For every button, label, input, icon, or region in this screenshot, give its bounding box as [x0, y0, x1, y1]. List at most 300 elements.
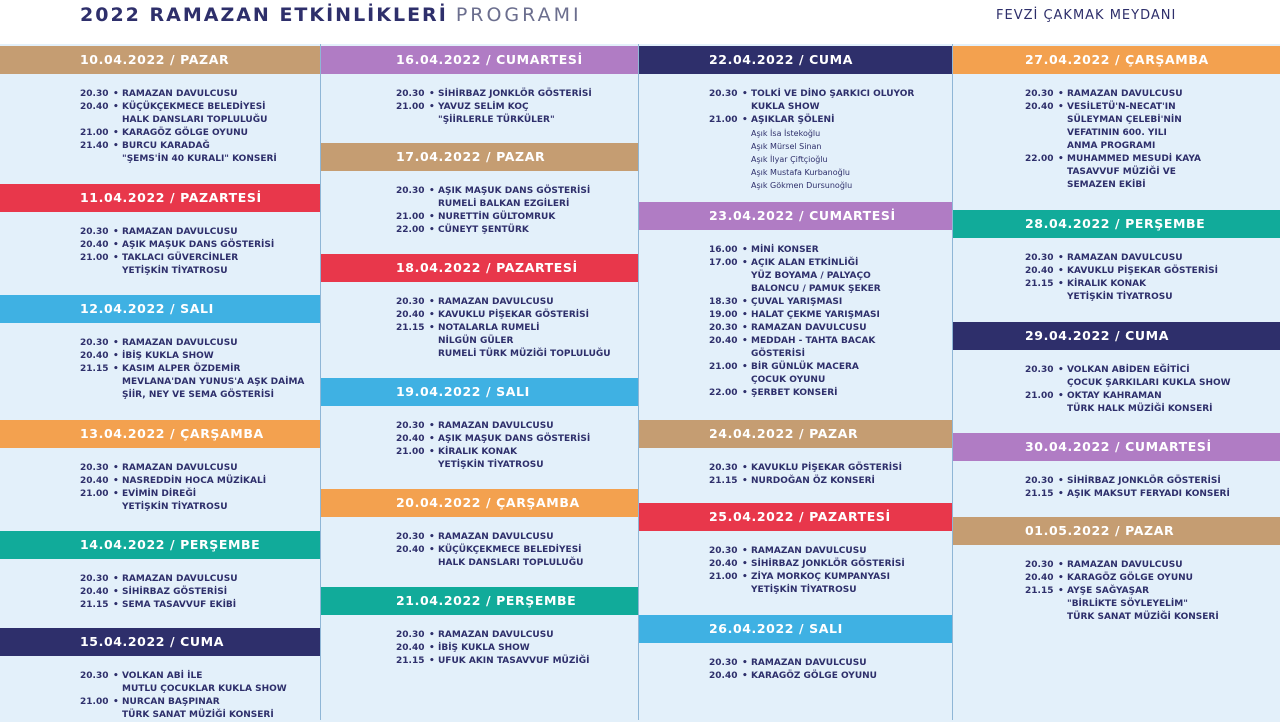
- event-time: 20.40: [396, 545, 425, 555]
- event-description: Aşık İsa İstekoğlu: [751, 129, 821, 138]
- event-description: VESİLETÜ'N-NECAT'IN SÜLEYMAN ÇELEBİ'NİN VEFATININ 600. YILI ANMA PROGRAMI: [1067, 102, 1182, 151]
- day-header: 25.04.2022 / PAZARTESİ: [639, 503, 952, 531]
- event-item: [1025, 585, 1219, 624]
- bullet-icon: •: [1058, 253, 1064, 263]
- event-item: [709, 571, 905, 597]
- event-description: UFUK AKIN TASAVVUF MÜZİĞİ: [438, 656, 590, 666]
- event-description: İBİŞ KUKLA SHOW: [122, 351, 214, 361]
- event-item: [396, 642, 589, 655]
- event-item: [396, 629, 589, 642]
- event-description: Aşık Gökmen Dursunoğlu: [751, 181, 853, 190]
- event-description: RAMAZAN DAVULCUSU: [122, 463, 238, 473]
- event-list: [80, 670, 287, 722]
- bullet-icon: •: [429, 656, 435, 666]
- bullet-icon: •: [429, 225, 435, 235]
- event-list: [709, 88, 914, 192]
- bullet-icon: •: [742, 323, 748, 333]
- bullet-icon: •: [1058, 391, 1064, 401]
- event-time: 21.00: [709, 362, 738, 372]
- event-description: KİRALIK KONAK YETİŞKİN TİYATROSU: [1067, 279, 1173, 302]
- bullet-icon: •: [742, 546, 748, 556]
- bullet-icon: •: [742, 115, 748, 125]
- event-item: [80, 88, 277, 101]
- event-time: 21.15: [1025, 279, 1054, 289]
- bullet-icon: •: [1058, 489, 1064, 499]
- bullet-icon: •: [113, 489, 119, 499]
- event-list: [80, 573, 238, 612]
- event-item: [1025, 572, 1219, 585]
- bullet-icon: •: [113, 240, 119, 250]
- event-item: [1025, 265, 1218, 278]
- event-time: 21.00: [1025, 391, 1054, 401]
- event-description: RAMAZAN DAVULCUSU: [1067, 89, 1183, 99]
- event-description: BİR GÜNLÜK MACERA ÇOCUK OYUNU: [751, 362, 859, 385]
- event-time: 20.40: [396, 310, 425, 320]
- day-header: 20.04.2022 / ÇARŞAMBA: [321, 489, 638, 517]
- bullet-icon: •: [429, 643, 435, 653]
- bullet-icon: •: [742, 258, 748, 268]
- event-description: AŞIK MAŞUK DANS GÖSTERİSİ: [438, 434, 591, 444]
- event-item: [1025, 153, 1201, 192]
- event-list: [80, 226, 274, 278]
- event-item: [709, 114, 914, 127]
- title-bold: 2022 RAMAZAN ETKİNLİKLERİ: [80, 4, 448, 26]
- event-item: [396, 544, 583, 570]
- event-list: [709, 462, 902, 488]
- event-time: 21.15: [1025, 586, 1054, 596]
- event-time: [709, 153, 742, 166]
- bullet-icon: •: [113, 253, 119, 263]
- event-description: RAMAZAN DAVULCUSU: [438, 532, 554, 542]
- bullet-icon: •: [742, 388, 748, 398]
- event-description: NOTALARLA RUMELİ NİLGÜN GÜLER RUMELİ TÜRK MÜZİĞİ TOPLULUĞU: [438, 323, 611, 359]
- event-description: RAMAZAN DAVULCUSU: [122, 338, 238, 348]
- bullet-icon: •: [113, 463, 119, 473]
- event-item: [396, 224, 590, 237]
- bullet-icon: •: [742, 476, 748, 486]
- bullet-icon: •: [429, 89, 435, 99]
- event-item: [709, 475, 902, 488]
- event-list: [1025, 475, 1230, 501]
- event-item: [1025, 559, 1219, 572]
- event-item: [396, 88, 592, 101]
- bullet-icon: •: [113, 697, 119, 707]
- event-item: [80, 599, 238, 612]
- event-description: AŞIKLAR ŞÖLENİ: [751, 115, 835, 125]
- event-description: EVİMİN DİREĞİ YETİŞKİN TİYATROSU: [122, 489, 228, 512]
- event-description: AYŞE SAĞYAŞAR "BİRLİKTE SÖYLEYELİM" TÜRK SANAT MÜZİĞİ KONSERİ: [1067, 586, 1219, 622]
- event-list: [1025, 559, 1219, 624]
- event-time: 20.30: [80, 227, 109, 237]
- event-time: 20.30: [80, 338, 109, 348]
- event-list: [396, 420, 590, 472]
- event-item: [709, 387, 881, 400]
- bullet-icon: •: [429, 323, 435, 333]
- event-time: 21.00: [396, 447, 425, 457]
- event-description: SEMA TASAVVUF EKİBİ: [122, 600, 237, 610]
- event-item: [396, 433, 590, 446]
- event-time: 17.00: [709, 258, 738, 268]
- event-time: 20.40: [709, 336, 738, 346]
- event-description: AŞIK MAKSUT FERYADI KONSERİ: [1067, 489, 1230, 499]
- event-item: [80, 350, 304, 363]
- event-time: [709, 179, 742, 192]
- event-item: [1025, 364, 1231, 390]
- event-description: KÜÇÜKÇEKMECE BELEDİYESİ HALK DANSLARI TOPLULUĞU: [438, 545, 584, 568]
- event-description: OKTAY KAHRAMAN TÜRK HALK MÜZİĞİ KONSERİ: [1067, 391, 1213, 414]
- event-time: 20.40: [1025, 266, 1054, 276]
- bullet-icon: •: [429, 212, 435, 222]
- bullet-icon: •: [113, 141, 119, 151]
- event-time: 20.30: [1025, 365, 1054, 375]
- event-list: [709, 545, 905, 597]
- bullet-icon: •: [113, 128, 119, 138]
- bullet-icon: •: [1058, 476, 1064, 486]
- event-time: 21.15: [396, 323, 425, 333]
- day-header: 18.04.2022 / PAZARTESİ: [321, 254, 638, 282]
- event-description: KARAGÖZ GÖLGE OYUNU: [122, 128, 248, 138]
- day-header: 17.04.2022 / PAZAR: [321, 143, 638, 171]
- event-item: [80, 226, 274, 239]
- bullet-icon: •: [1058, 560, 1064, 570]
- event-time: 22.00: [396, 225, 425, 235]
- bullet-icon: [742, 166, 751, 179]
- event-item: [80, 586, 238, 599]
- event-time: 21.15: [1025, 489, 1054, 499]
- event-time: 20.40: [1025, 102, 1054, 112]
- event-description: RAMAZAN DAVULCUSU: [122, 89, 238, 99]
- event-description: RAMAZAN DAVULCUSU: [438, 630, 554, 640]
- event-time: 20.30: [709, 658, 738, 668]
- event-list: [80, 462, 266, 514]
- event-list: [396, 629, 589, 668]
- bullet-icon: •: [113, 574, 119, 584]
- page-title: [80, 4, 582, 26]
- event-description: SİHİRBAZ JONKLÖR GÖSTERİSİ: [751, 559, 905, 569]
- event-time: 20.30: [709, 89, 738, 99]
- event-description: NURCAN BAŞPINAR TÜRK SANAT MÜZİĞİ KONSERİ: [122, 697, 274, 720]
- event-description: RAMAZAN DAVULCUSU: [122, 574, 238, 584]
- event-list: [396, 185, 590, 237]
- event-time: 21.15: [396, 656, 425, 666]
- event-time: [709, 140, 742, 153]
- event-time: 20.30: [1025, 476, 1054, 486]
- bullet-icon: •: [742, 362, 748, 372]
- bullet-icon: •: [113, 227, 119, 237]
- event-item: [1025, 278, 1218, 304]
- day-header: 28.04.2022 / PERŞEMBE: [953, 210, 1280, 238]
- event-description: İBİŞ KUKLA SHOW: [438, 643, 530, 653]
- day-header: 29.04.2022 / CUMA: [953, 322, 1280, 350]
- event-time: 20.30: [396, 421, 425, 431]
- event-time: 20.40: [396, 643, 425, 653]
- bullet-icon: [742, 179, 751, 192]
- event-item: [1025, 488, 1230, 501]
- event-item: [709, 296, 881, 309]
- bullet-icon: •: [429, 447, 435, 457]
- event-description: TAKLACI GÜVERCİNLER YETİŞKİN TİYATROSU: [122, 253, 239, 276]
- event-item: [396, 322, 611, 361]
- event-time: 21.15: [709, 476, 738, 486]
- event-item: [80, 475, 266, 488]
- event-description: AŞIK MAŞUK DANS GÖSTERİSİ RUMELİ BALKAN EZGİLERİ: [438, 186, 591, 209]
- event-description: AÇIK ALAN ETKİNLİĞİ YÜZ BOYAMA / PALYAÇO BALONCU / PAMUK ŞEKER: [751, 258, 881, 294]
- bullet-icon: •: [1058, 154, 1064, 164]
- event-time: 22.00: [709, 388, 738, 398]
- event-list: [80, 88, 277, 166]
- event-time: 22.00: [1025, 154, 1054, 164]
- event-item: [80, 696, 287, 722]
- event-time: 20.30: [80, 671, 109, 681]
- event-item: [80, 140, 277, 166]
- event-item: [709, 335, 881, 361]
- event-description: HALAT ÇEKME YARIŞMASI: [751, 310, 880, 320]
- event-description: YAVUZ SELİM KOÇ "ŞİİRLERLE TÜRKÜLER": [438, 102, 555, 125]
- day-header: 15.04.2022 / CUMA: [0, 628, 320, 656]
- event-time: [709, 127, 742, 140]
- event-description: NURDOĞAN ÖZ KONSERİ: [751, 476, 875, 486]
- event-item: [709, 322, 881, 335]
- event-description: KAVUKLU PİŞEKAR GÖSTERİSİ: [751, 463, 902, 473]
- day-header: 01.05.2022 / PAZAR: [953, 517, 1280, 545]
- event-time: 20.40: [80, 351, 109, 361]
- event-description: ŞERBET KONSERİ: [751, 388, 838, 398]
- day-header: 19.04.2022 / SALI: [321, 378, 638, 406]
- column-divider: [952, 44, 953, 720]
- event-list: [396, 88, 592, 127]
- bullet-icon: •: [113, 671, 119, 681]
- event-description: NASREDDİN HOCA MÜZİKALİ: [122, 476, 267, 486]
- event-item: [709, 462, 902, 475]
- event-item: [709, 558, 905, 571]
- event-item: [80, 101, 277, 127]
- event-description: ÇUVAL YARIŞMASI: [751, 297, 843, 307]
- event-description: RAMAZAN DAVULCUSU: [122, 227, 238, 237]
- event-item: [709, 361, 881, 387]
- event-item: [709, 309, 881, 322]
- bullet-icon: •: [113, 338, 119, 348]
- event-description: RAMAZAN DAVULCUSU: [751, 323, 867, 333]
- day-header: 30.04.2022 / CUMARTESİ: [953, 433, 1280, 461]
- event-time: [709, 166, 742, 179]
- event-item: [396, 101, 592, 127]
- event-description: KAVUKLU PİŞEKAR GÖSTERİSİ: [438, 310, 589, 320]
- event-item: [80, 488, 266, 514]
- event-time: 20.30: [80, 89, 109, 99]
- bullet-icon: •: [429, 310, 435, 320]
- event-description: ZİYA MORKOÇ KUMPANYASI YETİŞKİN TİYATROSU: [751, 572, 890, 595]
- event-time: 18.30: [709, 297, 738, 307]
- event-list: [1025, 364, 1231, 416]
- event-time: 21.00: [709, 572, 738, 582]
- bullet-icon: •: [113, 600, 119, 610]
- event-item: [80, 337, 304, 350]
- bullet-icon: •: [742, 572, 748, 582]
- bullet-icon: •: [113, 587, 119, 597]
- event-time: 19.00: [709, 310, 738, 320]
- day-header: 23.04.2022 / CUMARTESİ: [639, 202, 952, 230]
- event-description: SİHİRBAZ GÖSTERİSİ: [122, 587, 228, 597]
- event-item: [709, 670, 877, 683]
- bullet-icon: •: [429, 630, 435, 640]
- event-time: 21.00: [80, 128, 109, 138]
- event-time: 20.30: [396, 186, 425, 196]
- event-time: 21.00: [396, 212, 425, 222]
- event-time: 20.30: [396, 630, 425, 640]
- event-time: 20.30: [396, 532, 425, 542]
- event-description: VOLKAN ABİDEN EĞİTİCİ ÇOCUK ŞARKILARI KUKLA SHOW: [1067, 365, 1231, 388]
- bullet-icon: •: [742, 671, 748, 681]
- bullet-icon: •: [742, 89, 748, 99]
- event-time: 21.40: [80, 141, 109, 151]
- event-description: TOLKİ VE DİNO ŞARKICI OLUYOR KUKLA SHOW: [751, 89, 915, 112]
- bullet-icon: •: [1058, 365, 1064, 375]
- event-time: 21.00: [396, 102, 425, 112]
- bullet-icon: •: [742, 297, 748, 307]
- event-time: 20.30: [396, 89, 425, 99]
- event-description: BURCU KARADAĞ "ŞEMS'İN 40 KURALI" KONSERİ: [122, 141, 277, 164]
- day-header: 24.04.2022 / PAZAR: [639, 420, 952, 448]
- bullet-icon: •: [742, 658, 748, 668]
- event-time: 20.30: [1025, 560, 1054, 570]
- event-item: [1025, 390, 1231, 416]
- event-time: 20.30: [1025, 89, 1054, 99]
- event-item: [80, 462, 266, 475]
- event-item: [709, 545, 905, 558]
- event-description: VOLKAN ABİ İLE MUTLU ÇOCUKLAR KUKLA SHOW: [122, 671, 287, 694]
- day-header: 22.04.2022 / CUMA: [639, 46, 952, 74]
- event-time: 20.40: [396, 434, 425, 444]
- performer-item: [709, 140, 914, 153]
- event-list: [709, 657, 877, 683]
- event-item: [80, 573, 238, 586]
- bullet-icon: [742, 140, 751, 153]
- event-list: [80, 337, 304, 402]
- bullet-icon: •: [1058, 279, 1064, 289]
- day-header: 12.04.2022 / SALI: [0, 295, 320, 323]
- title-light: PROGRAMI: [455, 4, 582, 26]
- event-list: [396, 531, 583, 570]
- performer-item: [709, 179, 914, 192]
- event-time: 20.30: [709, 463, 738, 473]
- event-list: [1025, 252, 1218, 304]
- event-time: 20.30: [80, 574, 109, 584]
- event-time: 21.00: [80, 697, 109, 707]
- event-item: [1025, 88, 1201, 101]
- event-description: RAMAZAN DAVULCUSU: [438, 421, 554, 431]
- bullet-icon: •: [113, 89, 119, 99]
- event-description: Aşık Mürsel Sinan: [751, 142, 822, 151]
- event-item: [396, 309, 611, 322]
- event-time: 20.40: [1025, 573, 1054, 583]
- event-description: NURETTİN GÜLTOMRUK: [438, 212, 556, 222]
- bullet-icon: •: [113, 351, 119, 361]
- event-description: KASIM ALPER ÖZDEMİR MEVLANA'DAN YUNUS'A AŞK DAİMA ŞİİR, NEY VE SEMA GÖSTERİSİ: [122, 364, 305, 400]
- event-time: 21.00: [80, 253, 109, 263]
- event-description: RAMAZAN DAVULCUSU: [438, 297, 554, 307]
- event-description: RAMAZAN DAVULCUSU: [1067, 560, 1183, 570]
- event-item: [396, 420, 590, 433]
- event-time: 21.15: [80, 364, 109, 374]
- event-item: [1025, 475, 1230, 488]
- bullet-icon: •: [429, 532, 435, 542]
- performer-item: [709, 127, 914, 140]
- day-header: 11.04.2022 / PAZARTESİ: [0, 184, 320, 212]
- event-time: 20.30: [396, 297, 425, 307]
- bullet-icon: •: [429, 186, 435, 196]
- bullet-icon: •: [1058, 586, 1064, 596]
- event-description: RAMAZAN DAVULCUSU: [751, 546, 867, 556]
- bullet-icon: •: [1058, 102, 1064, 112]
- event-item: [396, 655, 589, 668]
- event-item: [80, 239, 274, 252]
- bullet-icon: •: [1058, 89, 1064, 99]
- bullet-icon: •: [1058, 266, 1064, 276]
- event-time: 21.00: [80, 489, 109, 499]
- bullet-icon: •: [742, 245, 748, 255]
- bullet-icon: •: [742, 559, 748, 569]
- event-time: 20.40: [80, 587, 109, 597]
- day-header: 10.04.2022 / PAZAR: [0, 46, 320, 74]
- event-time: 21.15: [80, 600, 109, 610]
- event-time: 20.40: [709, 671, 738, 681]
- event-description: RAMAZAN DAVULCUSU: [1067, 253, 1183, 263]
- bullet-icon: •: [1058, 573, 1064, 583]
- event-item: [1025, 252, 1218, 265]
- event-description: KARAGÖZ GÖLGE OYUNU: [1067, 573, 1193, 583]
- event-description: Aşık İlyar Çiftçioğlu: [751, 155, 828, 164]
- event-item: [396, 531, 583, 544]
- event-time: 20.40: [709, 559, 738, 569]
- event-description: KİRALIK KONAK YETİŞKİN TİYATROSU: [438, 447, 544, 470]
- event-item: [80, 363, 304, 402]
- event-list: [396, 296, 611, 361]
- event-list: [709, 244, 881, 400]
- event-item: [396, 296, 611, 309]
- event-time: 20.40: [80, 240, 109, 250]
- event-description: KÜÇÜKÇEKMECE BELEDİYESİ HALK DANSLARI TOPLULUĞU: [122, 102, 268, 125]
- event-time: 20.30: [80, 463, 109, 473]
- day-header: 27.04.2022 / ÇARŞAMBA: [953, 46, 1280, 74]
- day-header: 16.04.2022 / CUMARTESİ: [321, 46, 638, 74]
- event-description: CÜNEYT ŞENTÜRK: [438, 225, 529, 235]
- event-time: 20.30: [1025, 253, 1054, 263]
- event-description: MİNİ KONSER: [751, 245, 819, 255]
- event-description: Aşık Mustafa Kurbanoğlu: [751, 168, 851, 177]
- event-item: [1025, 101, 1201, 153]
- event-time: 20.30: [709, 323, 738, 333]
- event-item: [709, 657, 877, 670]
- event-description: SİHİRBAZ JONKLÖR GÖSTERİSİ: [1067, 476, 1221, 486]
- event-item: [709, 88, 914, 114]
- event-list: [1025, 88, 1201, 192]
- bullet-icon: •: [742, 310, 748, 320]
- day-header: 13.04.2022 / ÇARŞAMBA: [0, 420, 320, 448]
- bullet-icon: •: [429, 434, 435, 444]
- bullet-icon: •: [113, 364, 119, 374]
- header-bar: [0, 0, 1280, 44]
- event-item: [396, 185, 590, 211]
- bullet-icon: •: [429, 297, 435, 307]
- bullet-icon: [742, 153, 751, 166]
- event-time: 20.40: [80, 476, 109, 486]
- event-item: [396, 446, 590, 472]
- venue-label: FEVZİ ÇAKMAK MEYDANI: [996, 8, 1177, 23]
- event-time: 16.00: [709, 245, 738, 255]
- performer-item: [709, 166, 914, 179]
- event-item: [396, 211, 590, 224]
- event-time: 20.40: [80, 102, 109, 112]
